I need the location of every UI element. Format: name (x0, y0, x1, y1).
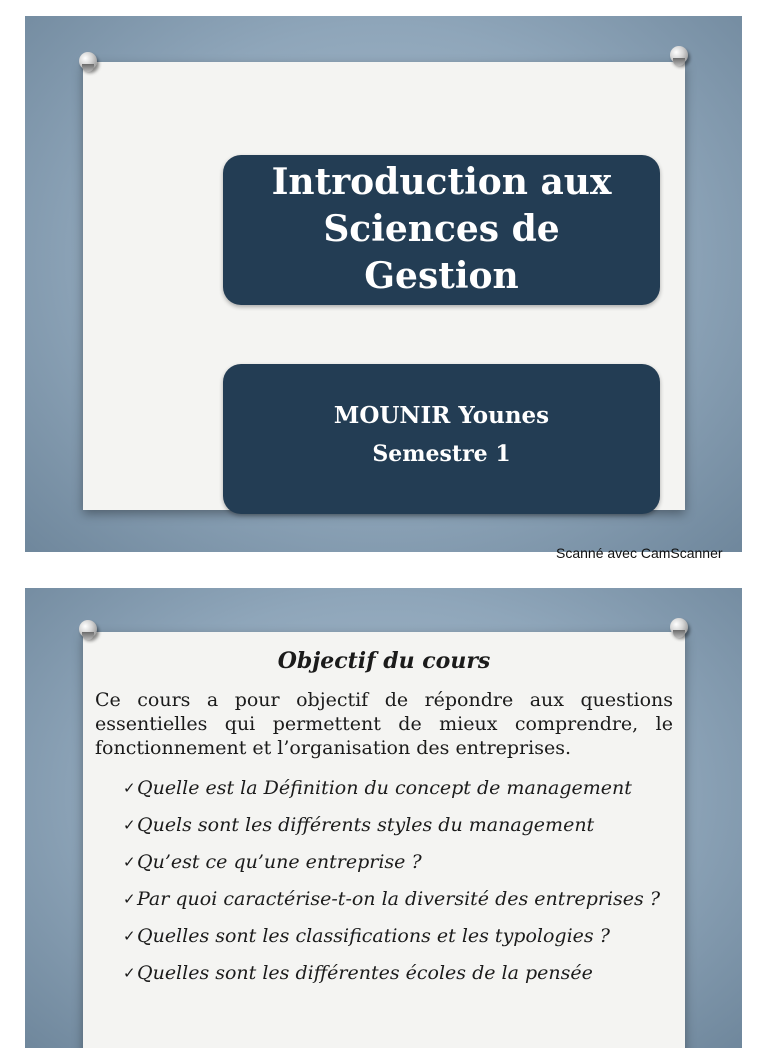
objectives-intro: Ce cours a pour objectif de répondre aux questions essentielles qui permettent de mieux comprendre, le fonctionnement et l’organisation des entreprises. (95, 689, 673, 759)
pushpin-icon (670, 46, 688, 64)
semester-label: Semestre 1 (372, 441, 511, 467)
pushpin-icon (79, 52, 97, 70)
slide-objectives (25, 588, 742, 1048)
check-icon: ✓ (123, 853, 136, 871)
check-icon: ✓ (123, 964, 136, 982)
slide-paper (83, 62, 685, 510)
question-text: Quelles sont les classifications et les typologies ? (137, 925, 610, 947)
list-item (123, 961, 673, 985)
question-text: Quelles sont les différentes écoles de la pensée (137, 962, 593, 984)
list-item (123, 887, 673, 911)
check-icon: ✓ (123, 890, 136, 908)
question-text: Qu’est ce qu’une entreprise ? (137, 851, 422, 873)
list-item (123, 924, 673, 948)
author-name: MOUNIR Younes (333, 402, 550, 429)
question-text: Par quoi caractérise-t-on la diversité des entreprises ? (137, 888, 661, 910)
slide-paper (83, 632, 685, 1048)
title-box (223, 155, 660, 305)
questions-list (123, 776, 673, 998)
check-icon: ✓ (123, 927, 136, 945)
check-icon: ✓ (123, 816, 136, 834)
course-title (223, 155, 660, 300)
check-icon: ✓ (123, 779, 136, 797)
slide-title (25, 16, 742, 552)
title-line-3: Gestion (364, 255, 519, 297)
list-item (123, 776, 673, 800)
objectives-heading: Objectif du cours (277, 648, 491, 674)
list-item (123, 813, 673, 837)
scanner-watermark: Scanné avec CamScanner (556, 545, 723, 561)
list-item (123, 850, 673, 874)
pushpin-icon (79, 620, 97, 638)
title-line-2: Sciences de (323, 208, 560, 250)
title-line-1: Introduction aux (271, 161, 612, 203)
question-text: Quelle est la Définition du concept de management (137, 777, 632, 799)
question-text: Quels sont les différents styles du management (137, 814, 595, 836)
author-box (223, 364, 660, 514)
pushpin-icon (670, 618, 688, 636)
